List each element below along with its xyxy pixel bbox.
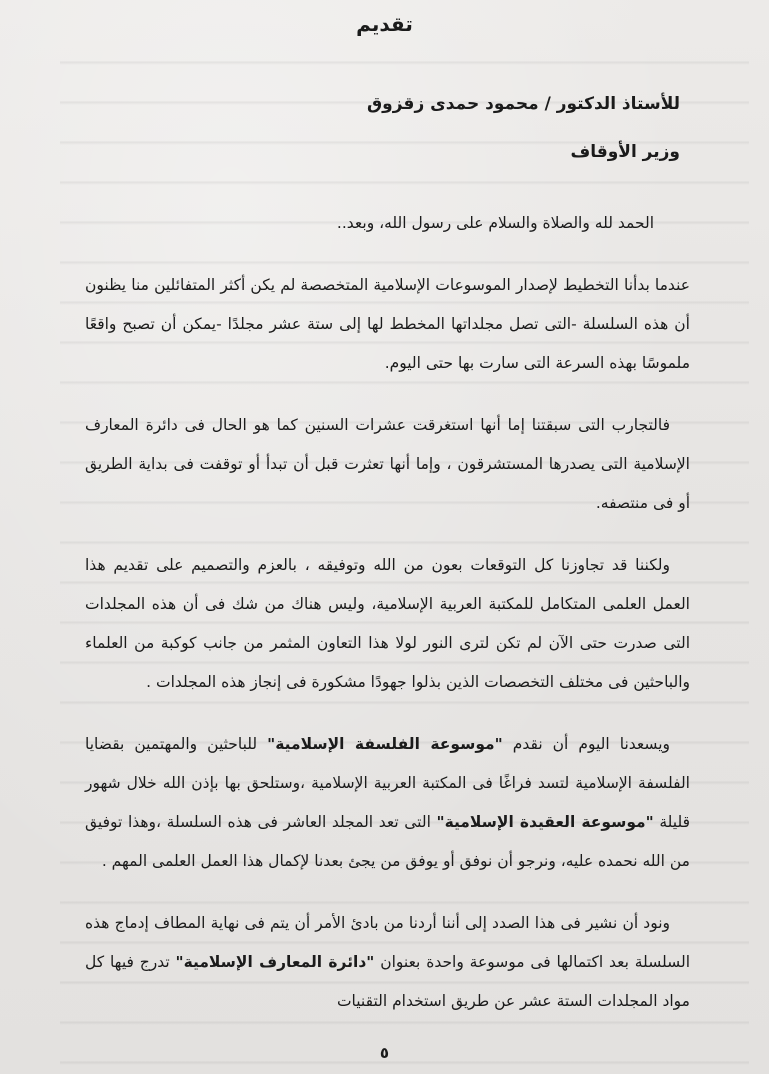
- paragraph-2: عندما بدأنا التخطيط لإصدار الموسوعات الإسلامية المتخصصة لم يكن أكثر المتفائلين منا يظنون أن هذه السلسلة -التى تصل مجلداتها المخطط لها إلى ستة عشر مجلدًا -يمكن أن تصبح واقعًا ملموسًا بهذه السرعة التى سارت بها حتى اليوم.: [85, 276, 690, 372]
- paragraph-5: [85, 725, 690, 881]
- author-line: للأستاذ الدكتور / محمود حمدى زقزوق: [366, 94, 680, 114]
- paragraph-6-title-encyclopedia: "دائرة المعارف الإسلامية": [175, 953, 375, 971]
- position-line: وزير الأوقاف: [570, 142, 680, 162]
- page-heading: تقديم: [356, 12, 413, 36]
- page-number: ٥: [379, 1044, 390, 1062]
- paragraph-6-text-a: ونود أن نشير فى هذا الصدد إلى أننا أردنا من بادئ الأمر أن يتم فى نهاية المطاف إدماج هذه السلسلة بعد اكتمالها فى موسوعة واحدة بعنوان: [85, 914, 691, 971]
- paragraph-5-text-b: للباحثين والمهتمين بقضايا الفلسفة الإسلامية لتسد فراغًا فى المكتبة العربية الإسلامية ،وستلحق بها بإذن الله خلال شهور قليلة: [85, 735, 690, 831]
- paragraph-5-title-philosophy: "موسوعة الفلسفة الإسلامية": [267, 735, 503, 753]
- body-text: [85, 204, 690, 1044]
- paragraph-3: فالتجارب التى سبقتنا إما أنها استغرقت عشرات السنين كما هو الحال فى دائرة المعارف الإسلامية التى يصدرها المستشرقون ، وإما أنها تعثرت قبل أن تبدأ أو توقفت فى بداية الطريق أو فى منتصفه.: [85, 416, 690, 512]
- paragraph-5-title-creed: "موسوعة العقيدة الإسلامية": [436, 813, 654, 831]
- paragraph-5-text-a: ويسعدنا اليوم أن نقدم: [502, 735, 670, 753]
- paragraph-6: [85, 904, 690, 1021]
- paragraph-6-text-b: تدرج فيها كل مواد المجلدات الستة عشر عن طريق استخدام التقنيات: [85, 953, 690, 1010]
- paragraph-4: ولكننا قد تجاوزنا كل التوقعات بعون من الله وتوفيقه ، بالعزم والتصميم على تقديم هذا العمل العلمى المتكامل للمكتبة العربية الإسلامية، وليس هناك من شك فى أن هذه المجلدات التى صدرت حتى الآن لم تكن لترى النور لولا هذا التعاون المثمر من جانب كوكبة من العلماء والباحثين فى مختلف التخصصات الذين بذلوا جهودًا مشكورة فى إنجاز هذه المجلدات .: [85, 556, 690, 691]
- paragraph-5-text-c: التى تعد المجلد العاشر فى هذه السلسلة ،وهذا توفيق من الله نحمده عليه، ونرجو أن نوفق أو يوفق من يجئ بعدنا لإكمال هذا العمل العلمى المهم .: [85, 813, 690, 870]
- paragraph-1: الحمد لله والصلاة والسلام على رسول الله، وبعد..: [336, 214, 654, 232]
